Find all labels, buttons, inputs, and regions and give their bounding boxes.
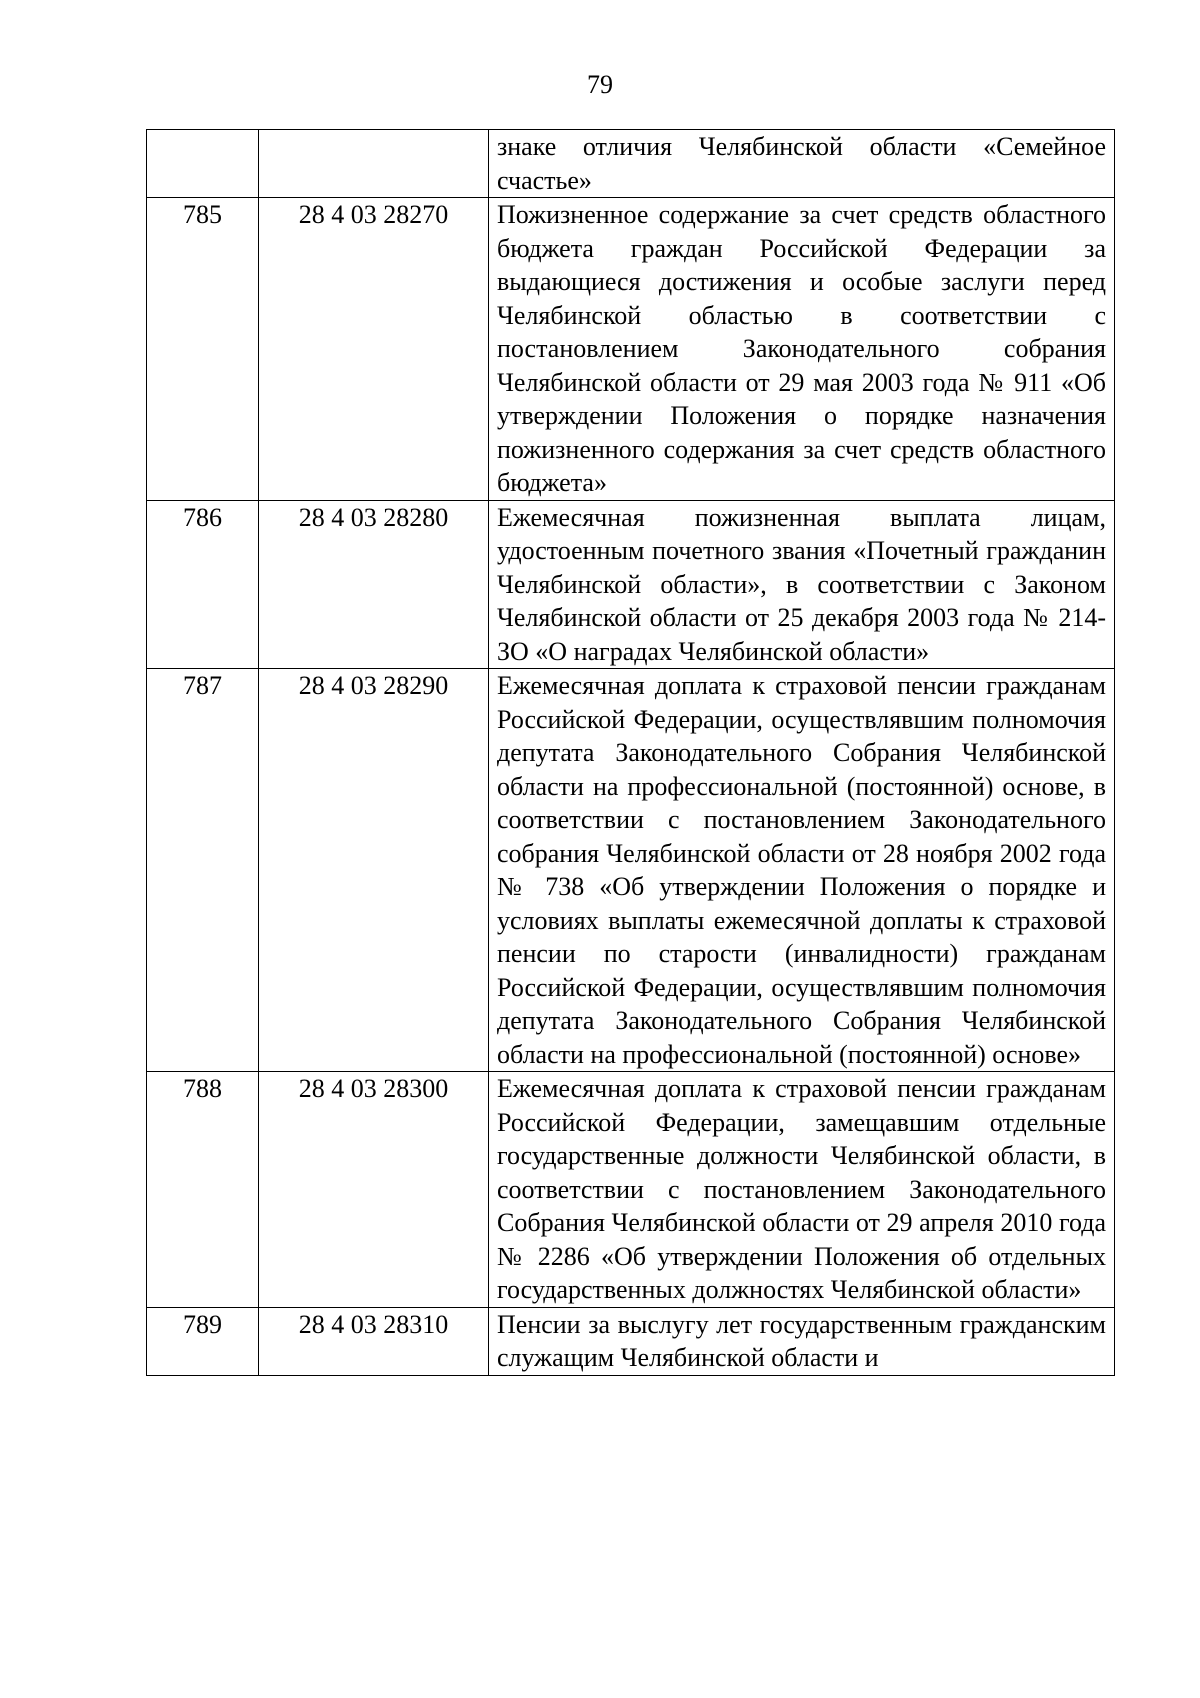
target-item-code: 28 4 03 28310 — [259, 1307, 489, 1375]
target-item-description: Пожизненное содержание за счет средств областного бюджета граждан Российской Федерации за выдающиеся достижения и особые заслуги перед Челябинской областью в соответствии с постановлением Законодательного собрания Челябинской области от 29 мая 2003 года № 911 «Об утверждении Положения о порядке назначения пожизненного содержания за счет средств областного бюджета» — [489, 198, 1115, 501]
page-number: 79 — [587, 70, 613, 99]
table-row — [147, 500, 1115, 669]
row-number: 788 — [147, 1072, 259, 1308]
target-item-code: 28 4 03 28290 — [259, 669, 489, 1072]
row-number: 787 — [147, 669, 259, 1072]
table-row — [147, 130, 1115, 198]
target-item-code — [259, 130, 489, 198]
budget-classification-table — [146, 129, 1115, 1376]
target-item-code: 28 4 03 28280 — [259, 500, 489, 669]
row-number: 789 — [147, 1307, 259, 1375]
row-number: 785 — [147, 198, 259, 501]
target-item-description: Ежемесячная пожизненная выплата лицам, удостоенным почетного звания «Почетный гражданин Челябинской области», в соответствии с Законом Челябинской области от 25 декабря 2003 года № 214-ЗО «О наградах Челябинской области» — [489, 500, 1115, 669]
table-row — [147, 669, 1115, 1072]
row-number: 786 — [147, 500, 259, 669]
target-item-description: знаке отличия Челябинской области «Семейное счастье» — [489, 130, 1115, 198]
target-item-description: Пенсии за выслугу лет государственным гражданским служащим Челябинской области и — [489, 1307, 1115, 1375]
target-item-description: Ежемесячная доплата к страховой пенсии гражданам Российской Федерации, осуществлявшим полномочия депутата Законодательного Собрания Челябинской области на профессиональной (постоянной) основе, в соответствии с постановлением Законодательного собрания Челябинской области от 28 ноября 2002 года № 738 «Об утверждении Положения о порядке и условиях выплаты ежемесячной доплаты к страховой пенсии по старости (инвалидности) гражданам Российской Федерации, осуществлявшим полномочия депутата Законодательного Собрания Челябинской области на профессиональной (постоянной) основе» — [489, 669, 1115, 1072]
table-row — [147, 1307, 1115, 1375]
target-item-code: 28 4 03 28300 — [259, 1072, 489, 1308]
target-item-code: 28 4 03 28270 — [259, 198, 489, 501]
row-number — [147, 130, 259, 198]
target-item-description: Ежемесячная доплата к страховой пенсии гражданам Российской Федерации, замещавшим отдельные государственные должности Челябинской области, в соответствии с постановлением Законодательного Собрания Челябинской области от 29 апреля 2010 года № 2286 «Об утверждении Положения об отдельных государственных должностях Челябинской области» — [489, 1072, 1115, 1308]
table-row — [147, 1072, 1115, 1308]
table-row — [147, 198, 1115, 501]
